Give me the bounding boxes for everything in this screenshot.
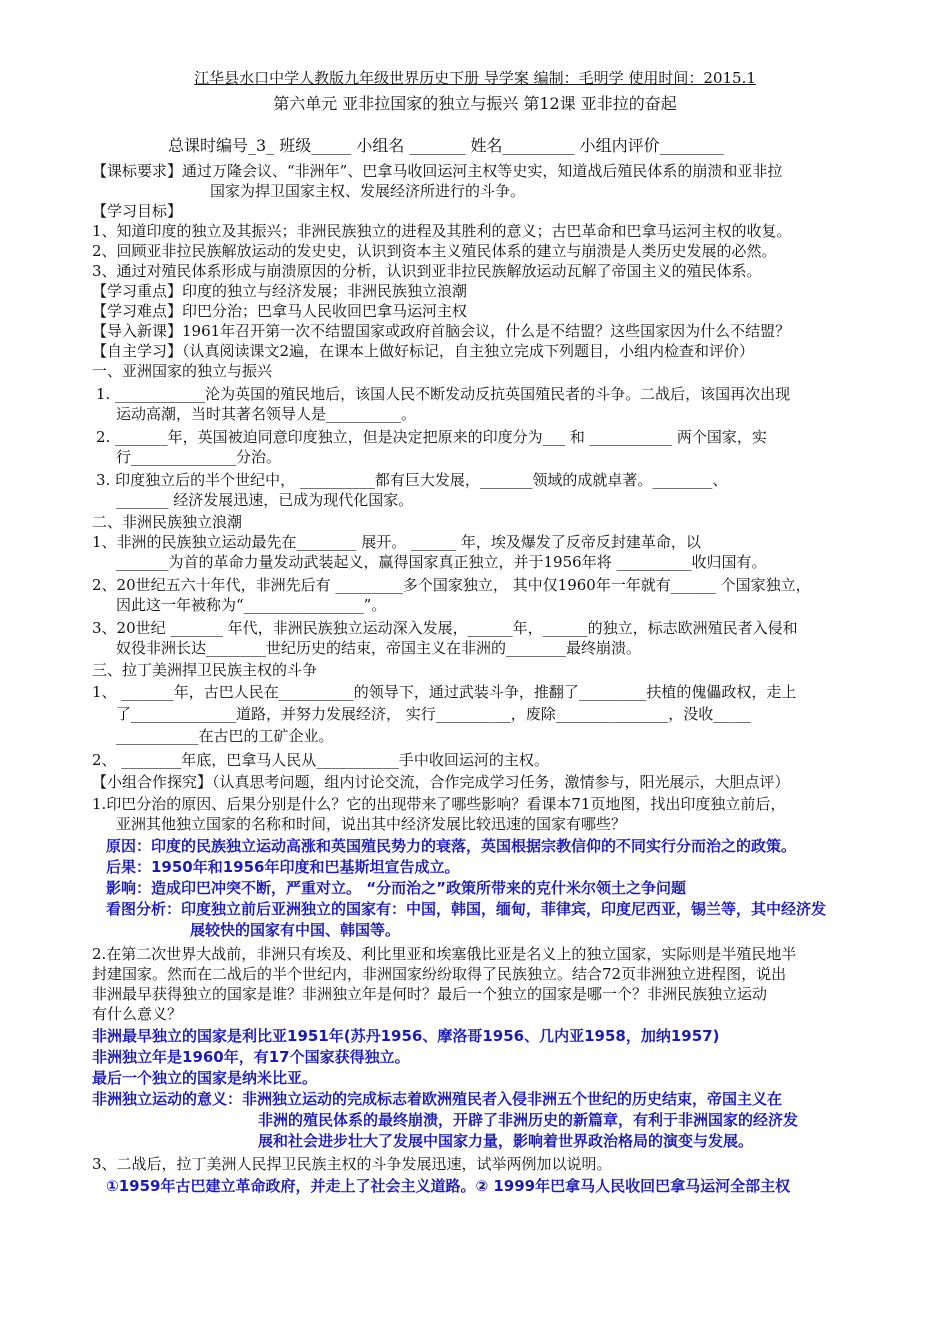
- answer-impact: 影响：造成印巴冲突不断，严重对立。 “分而治之”政策所带来的克什米尔领土之争问题: [106, 879, 686, 897]
- question-1-1: 1. ____________沦为英国的殖民地后，该国人民不断发动反抗英国殖民者的斗争。二战后，该国再次出现: [96, 385, 791, 403]
- learning-goals-heading: 【学习目标】: [92, 202, 183, 220]
- question-2-3: 3、20世纪 _______ 年代，非洲民族独立运动深入发展，______年，______的独立，标志欧洲殖民者入侵和: [92, 619, 798, 637]
- question-2-2: 2、20世纪五六十年代，非洲先后有 _________多个国家独立， 其中仅1960年一年就有______ 个国家独立，: [92, 576, 811, 594]
- curriculum-requirement-cont: 国家为捍卫国家主权、发展经济所进行的斗争。: [210, 182, 526, 200]
- question-1-3: 3. 印度独立后的半个世纪中， __________都有巨大发展，_______领域的成就卓著。________、: [96, 471, 728, 489]
- question-3-2: 2、 ________年底，巴拿马人民从___________手中收回运河的主权。: [92, 751, 549, 769]
- introduction: 【导入新课】1961年召开第一次不结盟国家或政府首脑会议，什么是不结盟？这些国家因为什么不结盟？: [92, 322, 791, 340]
- question-3-1-cont: 了______________道路，并努力发展经济， 实行__________，废除_______________，没收_____: [116, 705, 751, 723]
- section-3-heading: 三、拉丁美洲捍卫民族主权的斗争: [92, 661, 318, 679]
- group-question-1-cont: 亚洲其他独立国家的名称和时间，说出其中经济发展比较迅速的国家有哪些？: [116, 815, 627, 833]
- group-question-2-cont: 封建国家。然而在二战后的半个世纪内，非洲国家纷纷取得了民族独立。结合72页非洲独立进程图，说出: [92, 965, 787, 983]
- group-question-3: 3、二战后，拉丁美洲人民捍卫民族主权的斗争发展迅速，试举两例加以说明。: [92, 1155, 612, 1173]
- self-study-heading: 【自主学习】（认真阅读课文2遍，在课本上做好标记，自主独立完成下列题目，小组内检查和评价）: [92, 342, 755, 360]
- answer-latin-america: ①1959年古巴建立革命政府，并走上了社会主义道路。② 1999年巴拿马人民收回巴拿马运河全部主权: [106, 1177, 791, 1195]
- group-question-2-cont2: 非洲最早获得独立的国家是谁？非洲独立年是何时？最后一个独立的国家是哪一个？非洲民族独立运动: [92, 985, 768, 1003]
- answer-significance-cont2: 展和社会进步壮大了发展中国家力量，影响着世界政治格局的演变与发展。: [258, 1132, 754, 1150]
- answer-cause: 原因：印度的民族独立运动高涨和英国殖民势力的衰落，英国根据宗教信仰的不同实行分而治之的政策。: [106, 837, 797, 855]
- answer-significance-cont: 非洲的殖民体系的最终崩溃，开辟了非洲历史的新篇章，有利于非洲国家的经济发: [258, 1111, 799, 1129]
- answer-map-analysis-cont: 展较快的国家有中国、韩国等。: [190, 921, 401, 939]
- question-2-2-cont: 因此这一年被称为“________________”。: [116, 596, 387, 614]
- question-2-1-cont: _______为首的革命力量发动武装起义，赢得国家真正独立，并于1956年将 __________收归国有。: [116, 553, 767, 571]
- student-info-line: 总课时编号_3_ 班级_____ 小组名 _______ 姓名_________ 小组内评价________: [168, 136, 724, 155]
- question-1-1-cont: 运动高潮，当时其著名领导人是__________。: [116, 405, 417, 423]
- question-2-1: 1、非洲的民族独立运动最先在________ 展开。 ______ 年，埃及爆发了反帝反封建革命，以: [92, 533, 701, 551]
- difficult-point: 【学习难点】印巴分治；巴拿马人民收回巴拿马运河主权: [92, 302, 468, 320]
- learning-goal-2: 2、回顾亚非拉民族解放运动的发史史，认识到资本主义殖民体系的建立与崩溃是人类历史发展的必然。: [92, 242, 777, 260]
- group-question-1: 1.印巴分治的原因、后果分别是什么？它的出现带来了哪些影响？看课本71页地图，找出印度独立前后，: [92, 795, 786, 813]
- question-1-2-cont: 行______________分治。: [116, 448, 282, 466]
- section-2-heading: 二、非洲民族独立浪潮: [92, 513, 243, 531]
- answer-significance: 非洲独立运动的意义：非洲独立运动的完成标志着欧洲殖民者入侵非洲五个世纪的历史结束，帝国主义在: [92, 1090, 783, 1108]
- page-title: 第六单元 亚非拉国家的独立与振兴 第12课 亚非拉的奋起: [273, 94, 677, 113]
- group-question-2-cont3: 有什么意义？: [92, 1005, 183, 1023]
- question-2-3-cont: 奴役非洲长达________世纪历史的结束，帝国主义在非洲的________最终崩溃。: [116, 639, 642, 657]
- group-work-heading: 【小组合作探究】（认真思考问题，组内讨论交流，合作完成学习任务，激情参与，阳光展示，大胆点评）: [92, 773, 790, 791]
- key-point: 【学习重点】印度的独立与经济发展；非洲民族独立浪潮: [92, 282, 468, 300]
- learning-goal-3: 3、通过对殖民体系形成与崩溃原因的分析，认识到亚非拉民族解放运动瓦解了帝国主义的殖民体系。: [92, 262, 762, 280]
- answer-africa-year: 非洲独立年是1960年，有17个国家获得独立。: [92, 1048, 410, 1066]
- answer-result: 后果：1950年和1956年印度和巴基斯坦宣告成立。: [106, 858, 460, 876]
- learning-goal-1: 1、知道印度的独立及其振兴；非洲民族独立的进程及其胜利的意义；古巴革命和巴拿马运河主权的收复。: [92, 222, 792, 240]
- question-1-2: 2. _______年，英国被迫同意印度独立，但是决定把原来的印度分为___ 和 ___________ 两个国家，实: [96, 428, 767, 446]
- question-3-1-cont2: ___________在古巴的工矿企业。: [116, 727, 334, 745]
- answer-last-independent: 最后一个独立的国家是纳米比亚。: [92, 1069, 318, 1087]
- answer-first-independent: 非洲最早独立的国家是利比亚1951年(苏丹1956、摩洛哥1956、几内亚1958，加纳1957): [92, 1027, 720, 1045]
- question-1-3-cont: _______ 经济发展迅速，已成为现代化国家。: [116, 491, 414, 509]
- group-question-2: 2.在第二次世界大战前，非洲只有埃及、利比里亚和埃塞俄比亚是名义上的独立国家，实际则是半殖民地半: [92, 945, 797, 963]
- section-1-heading: 一、亚洲国家的独立与振兴: [92, 362, 273, 380]
- header-info-line: 江华县水口中学人教版九年级世界历史下册 导学案 编制：毛明学 使用时间：2015.1: [194, 69, 756, 87]
- curriculum-requirement: 【课标要求】通过万隆会议、“非洲年”、巴拿马收回运河主权等史实，知道战后殖民体系的崩溃和亚非拉: [92, 162, 783, 180]
- question-3-1: 1、 _______年，古巴人民在__________的领导下，通过武装斗争，推翻了_________扶植的傀儡政权，走上: [92, 683, 797, 701]
- answer-map-analysis: 看图分析：印度独立前后亚洲独立的国家有：中国，韩国，缅甸，菲律宾，印度尼西亚，锡兰等，其中经济发: [106, 900, 827, 918]
